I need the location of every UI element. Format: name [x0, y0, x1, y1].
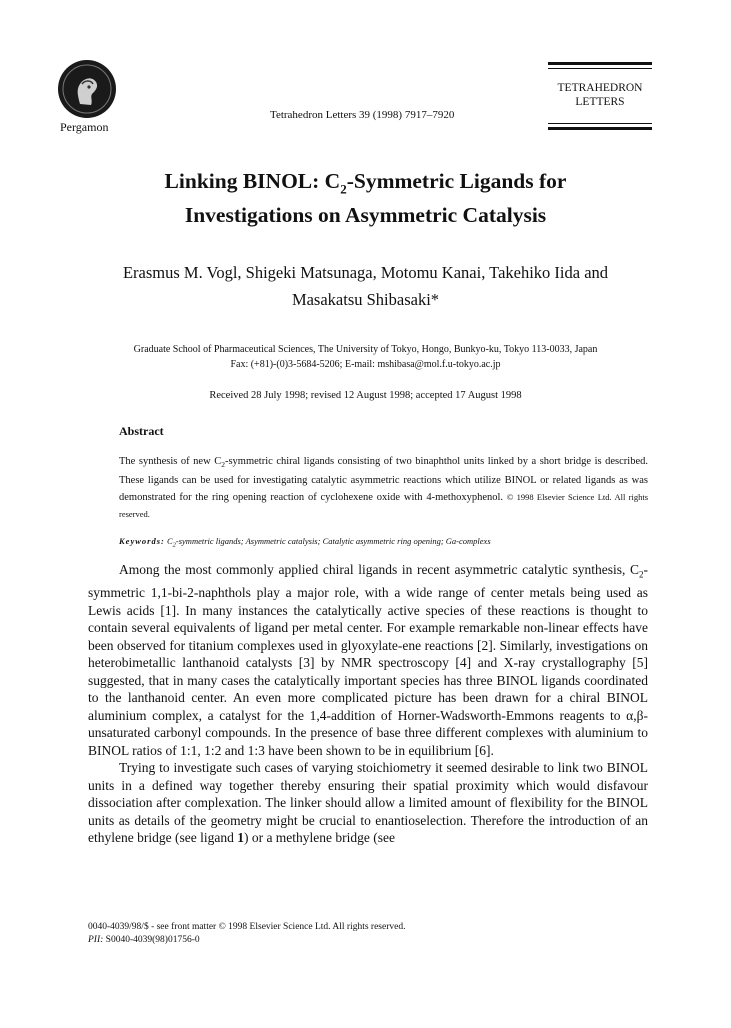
- masthead-rule-top: [548, 62, 652, 65]
- body-paragraph-2: Trying to investigate such cases of varying stoichiometry it seemed desirable to link two BINOL units in a defined way together thereby ensuring their spatial proximity which would disfavour dissociation after complexation. The linker should allow a limited amount of flexibility for the BINOL units as details of the geometry might be crucial to enantioselection. Therefore the introduction of an ethylene bridge (see ligand 1) or a methylene bridge (see: [88, 760, 648, 846]
- masthead-rule-top-thin: [548, 68, 652, 69]
- footer-copyright: 0040-4039/98/$ - see front matter © 1998 Elsevier Science Ltd. All rights reserved.: [88, 922, 406, 932]
- publisher-name: Pergamon: [60, 120, 109, 134]
- article-title: Linking BINOL: $C_2$-Symmetric Ligands for Investigations on Asymmetric Catalysis: [164, 169, 567, 228]
- masthead-rule-bottom: [548, 127, 652, 130]
- footer-pii: PII: S0040-4039(98)01756-0: [88, 935, 200, 945]
- abstract-heading: Abstract: [119, 424, 164, 438]
- journal-citation: Tetrahedron Letters 39 (1998) 7917–7920: [270, 109, 455, 121]
- abstract-copyright: © 1998 Elsevier Science Ltd. All rights reserved.: [119, 492, 649, 520]
- body-paragraph-1: Among the most commonly applied chiral ligands in recent asymmetric catalytic synthesis, $C_2$-symmetric 1,1-bi-2-naphthols play a major role, with a wide range of center metals being used as Lewis acids [1]. In many instances the catalytically active species of these reactions is thought to contain several equivalents of ligand per metal center. For example remarkable non-linear effects have been observed for titanium complexes used in glyoxylate-ene reactions [2]. Similarly, investigations on heterobimetallic lanthanoid catalysts [3] by NMR spectroscopy [4] and X-ray crystallography [5] suggested, that in many cases the catalytically important species has three BINOL ligands coordinated to the lanthanoid center. An even more complicated picture has been drawn for a chiral BINOL aluminium complex, a catalyst for the 1,4-addition of Horner-Wadsworth-Emmons reagents to α,β-unsaturated carbonyl compounds. In the presence of base three different complexes with aluminium to BINOL ratios of 1:1, 1:2 and 1:3 have been shown to be in equilibrium [6].: [88, 562, 648, 758]
- publisher-logo: [58, 60, 116, 118]
- keywords: Keywords: $C_2$-symmetric ligands; Asymmetric catalysis; Catalytic asymmetric ring opening; Ga-complexs: [119, 536, 491, 549]
- elsevier-tree-icon: [58, 60, 116, 118]
- author-list: Erasmus M. Vogl, Shigeki Matsunaga, Motomu Kanai, Takehiko Iida and Masakatsu Shibasaki*: [122, 263, 609, 309]
- abstract-text: The synthesis of new $C_2$-symmetric chiral ligands consisting of two binaphthol units linked by a short bridge is described. These ligands can be used for investigating catalytic asymmetric reactions which utilize BINOL or related ligands as was demonstrated for the ring opening reaction of cyclohexene oxide with 4-methoxyphenol. © 1998 Elsevier Science Ltd. All rights reserved.: [119, 456, 649, 520]
- journal-name-line2: LETTERS: [575, 96, 625, 108]
- affiliation: Graduate School of Pharmaceutical Sciences, The University of Tokyo, Hongo, Bunkyo-ku, Tokyo 113-0033, Japan Fax: (+81)-(0)3-5684-5206; E-mail: mshibasa@mol.f.u-tokyo.ac.jp: [133, 344, 598, 370]
- page-footer: [88, 921, 405, 947]
- received-dates: Received 28 July 1998; revised 12 August 1998; accepted 17 August 1998: [209, 390, 522, 401]
- body-text: [88, 561, 648, 847]
- journal-name-line1: TETRAHEDRON: [557, 82, 643, 94]
- masthead-rule-bottom-thin: [548, 123, 652, 124]
